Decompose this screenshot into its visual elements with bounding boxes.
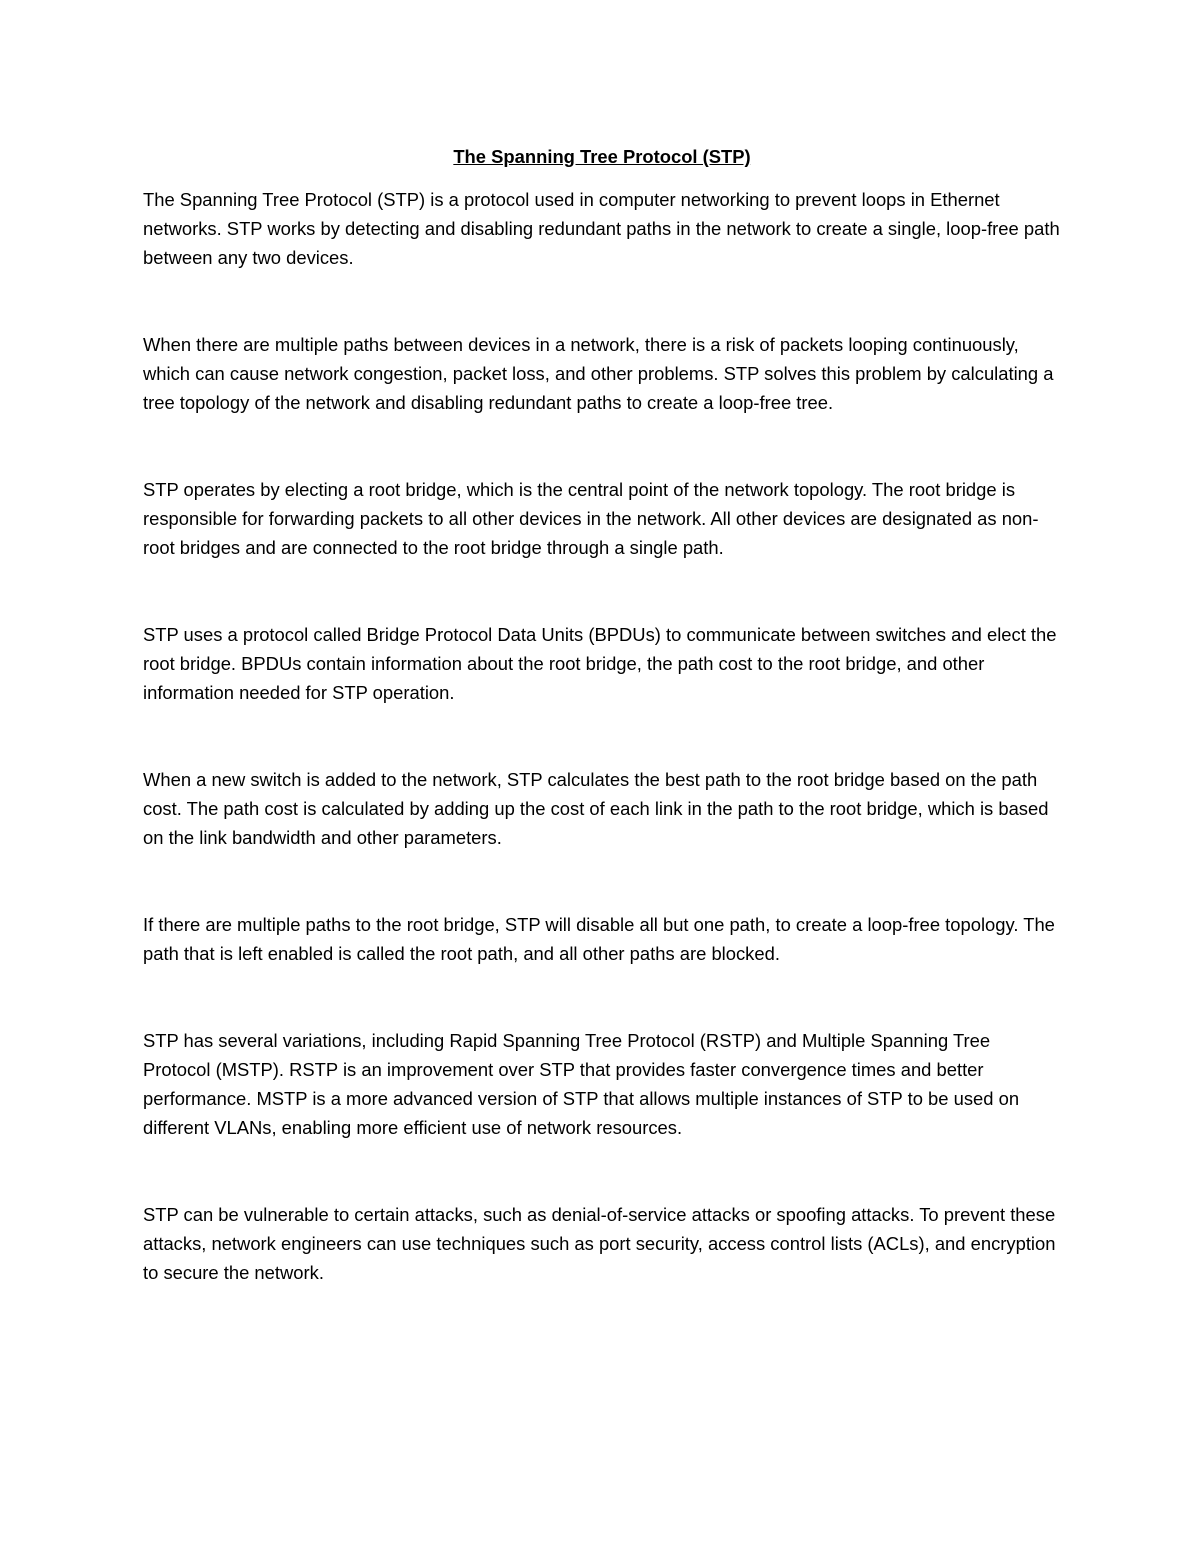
document-title: The Spanning Tree Protocol (STP) (453, 146, 751, 167)
paragraph: STP can be vulnerable to certain attacks, such as denial-of-service attacks or spoofing attacks. To prevent these attacks, network engineers can use techniques such as port security, access control lists (ACLs), and encryption to secure the network. (143, 1204, 1056, 1283)
paragraph: If there are multiple paths to the root bridge, STP will disable all but one path, to create a loop-free topology. The path that is left enabled is called the root path, and all other paths are blocked. (143, 914, 1055, 964)
paragraph: The Spanning Tree Protocol (STP) is a protocol used in computer networking to prevent loops in Ethernet networks. STP works by detecting and disabling redundant paths in the network to create a single, loop-free path between any two devices. (143, 189, 1060, 268)
paragraph: STP has several variations, including Rapid Spanning Tree Protocol (RSTP) and Multiple Spanning Tree Protocol (MSTP). RSTP is an improvement over STP that provides faster convergence times and better performance. MSTP is a more advanced version of STP that allows multiple instances of STP to be used on different VLANs, enabling more efficient use of network resources. (143, 1030, 1020, 1138)
paragraph: When there are multiple paths between devices in a network, there is a risk of packets looping continuously, which can cause network congestion, packet loss, and other problems. STP solves this problem by calculating a tree topology of the network and disabling redundant paths to create a loop-free tree. (143, 334, 1054, 413)
paragraph: STP uses a protocol called Bridge Protocol Data Units (BPDUs) to communicate between switches and elect the root bridge. BPDUs contain information about the root bridge, the path cost to the root bridge, and other information needed for STP operation. (143, 624, 1057, 703)
paragraph: STP operates by electing a root bridge, which is the central point of the network topology. The root bridge is responsible for forwarding packets to all other devices in the network. All other devices are designated as non-root bridges and are connected to the root bridge through a single path. (143, 479, 1039, 558)
paragraph: When a new switch is added to the network, STP calculates the best path to the root bridge based on the path cost. The path cost is calculated by adding up the cost of each link in the path to the root bridge, which is based on the link bandwidth and other parameters. (143, 769, 1049, 848)
document-body (143, 142, 1061, 1287)
